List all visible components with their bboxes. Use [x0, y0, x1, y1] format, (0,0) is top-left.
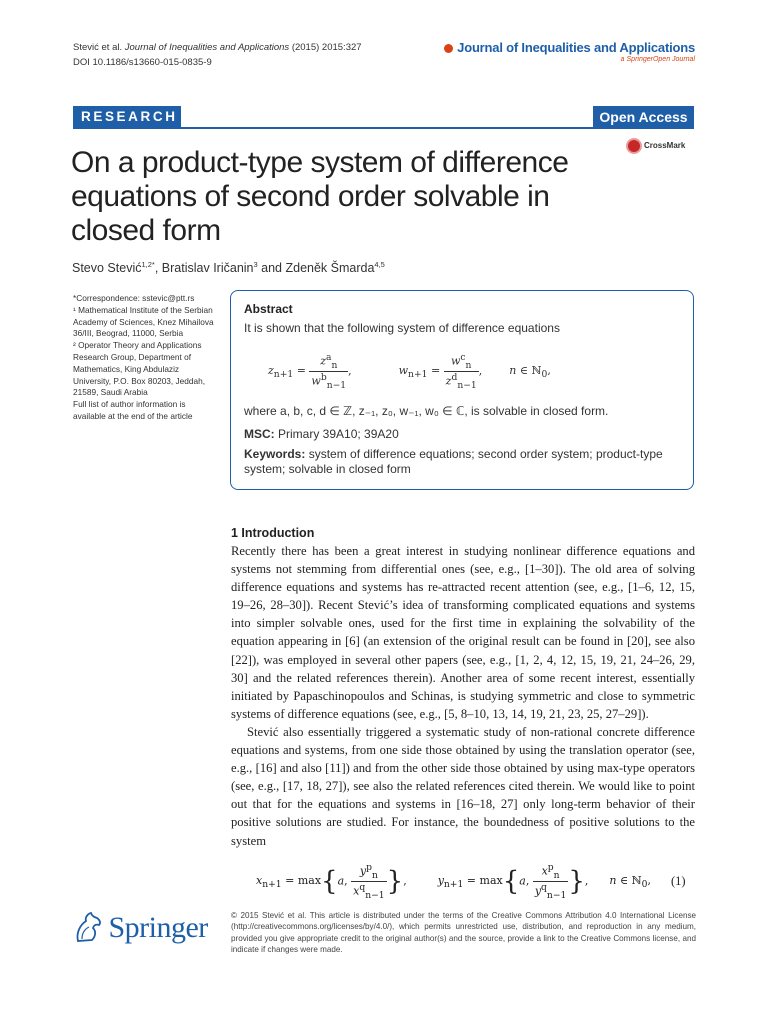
- springer-horse-icon: [72, 911, 104, 945]
- intro-paragraph-1: Recently there has been a great interest in studying nonlinear difference equations and systems not stemming from differential ones (see, e.g., [1–30]). The old area of solving difference equations and systems has re-attracted recent attention (see, e.g., [1–6, 12, 15, 19–26, 28–30]). Recent Stević’s idea of transforming complicated equations and systems into simpler solvable ones, used for the first time in explaining the solvability of the equation appearing in [6] (an extension of the original result can be found in [20], see also [22]), was employed in several other papers (see, e.g., [1, 2, 4, 12, 15, 19, 21, 24–26, 29, 30] and the related references therein). Another area of some recent interest, essentially initiated by Papaschinopoulos and Schinas, is studying symmetric and close to symmetric systems of difference equations (see, e.g., [5, 8–10, 13, 14, 19, 21, 23, 25, 27–29]).: [231, 544, 695, 721]
- author-affiliation-sup: 4,5: [374, 260, 385, 269]
- affiliation-panel: [73, 293, 218, 423]
- author-name[interactable]: Zdeněk Šmarda: [285, 261, 375, 276]
- affiliation-1: ¹ Mathematical Institute of the Serbian Academy of Sciences, Knez Mihailova 36/III, Beograd, 11000, Serbia: [73, 304, 214, 339]
- abstract-heading: Abstract: [244, 302, 293, 316]
- citation-authors: Stević et al.: [73, 42, 123, 53]
- citation-year: (2015) 2015:327: [291, 42, 362, 53]
- author-affiliation-sup: 1,2*: [141, 260, 155, 269]
- msc-label: MSC:: [244, 427, 275, 441]
- author-separator: and: [257, 261, 286, 276]
- open-access-badge: Open Access: [593, 106, 694, 128]
- springer-logo[interactable]: [72, 911, 208, 945]
- springer-wordmark: Springer: [108, 911, 208, 944]
- citation-line: [73, 40, 362, 55]
- author-name[interactable]: Bratislav Iričanin: [161, 261, 254, 276]
- display-equation: $x_{n+1} = \max\{a$, $\frac{y^p_n}{x^q_{n-1}}$ }, $y_{n+1} = \max\{a$, $\frac{x^p_n}{y^q_{n-1}}$ }, n ∈ ℕ$_0$,: [256, 862, 651, 901]
- keywords-label: Keywords:: [244, 447, 306, 461]
- intro-body: [231, 542, 695, 850]
- correspondence[interactable]: *Correspondence: sstevic@ptt.rs: [73, 293, 195, 303]
- crossmark-label: CrossMark: [644, 141, 686, 151]
- journal-logo[interactable]: [444, 40, 695, 63]
- research-label: RESEARCH: [73, 106, 181, 128]
- intro-paragraph-2: Stević also essentially triggered a systematic study of non-rational concrete difference equations and systems, from one side those obtained by using the translation operator (see, e.g., [16] and also [11]) and from the other side those obtained by using max-type operators (see, e.g., [17, 18, 27]), see also the related references cited therein. We would like to point out that for the equations and systems in [16–18, 27] only long-term behavior of their positive solutions are studied. For instance, the boundedness of positive solutions to the system: [231, 724, 695, 848]
- msc-line: [244, 427, 399, 441]
- abstract-equation: $z_{n+1}$ = $\frac{z^a_n}{w^b_{n-1}}$ , $w_{n+1}$ = $\frac{w^c_n}{z^d_{n-1}}$ , n ∈ ℕ$_0$,: [268, 352, 551, 391]
- author-list: [72, 260, 385, 275]
- doi[interactable]: DOI 10.1186/s13660-015-0835-9: [73, 57, 212, 68]
- abstract-intro: It is shown that the following system of difference equations: [244, 321, 560, 335]
- author-name[interactable]: Stevo Stević: [72, 261, 142, 276]
- affiliation-2: ² Operator Theory and Applications Research Group, Department of Mathematics, King Abdulaziz University, P.O. Box 80203, Jeddah, 21589, Saudi Arabia: [73, 340, 206, 398]
- section-title: 1 Introduction: [231, 526, 315, 540]
- full-list-note: Full list of author information is available at the end of the article: [73, 399, 193, 421]
- license-text: © 2015 Stević et al. This article is distributed under the terms of the Creative Commons Attribution 4.0 International License (http://creativecommons.org/licenses/by/4.0/), which permits unrestricted use, distribution, and reproduction in any medium, provided you give appropriate credit to the original author(s) and the source, provide a link to the Creative Commons license, and indicate if changes were made.: [231, 911, 696, 955]
- equation-number: (1): [671, 874, 686, 888]
- citation-header: [73, 40, 362, 70]
- author-separator: ,: [154, 261, 162, 276]
- journal-logo-icon: [444, 44, 453, 53]
- keywords-line: [244, 447, 674, 477]
- crossmark-button[interactable]: [626, 138, 685, 154]
- journal-name: Journal of Inequalities and Applications: [457, 40, 695, 55]
- keywords-value: system of difference equations; second order system; product-type system; solvable in closed form: [244, 447, 663, 476]
- journal-subtitle: a SpringerOpen Journal: [620, 56, 695, 63]
- author-affiliation-sup: 3: [253, 260, 258, 269]
- article-title: On a product-type system of difference equations of second order solvable in closed form: [71, 146, 569, 247]
- citation-journal: Journal of Inequalities and Applications: [124, 42, 290, 53]
- msc-value: Primary 39A10; 39A20: [278, 427, 399, 441]
- abstract-where: where a, b, c, d ∈ ℤ, z₋₁, z₀, w₋₁, w₀ ∈ ℂ, is solvable in closed form.: [244, 404, 609, 418]
